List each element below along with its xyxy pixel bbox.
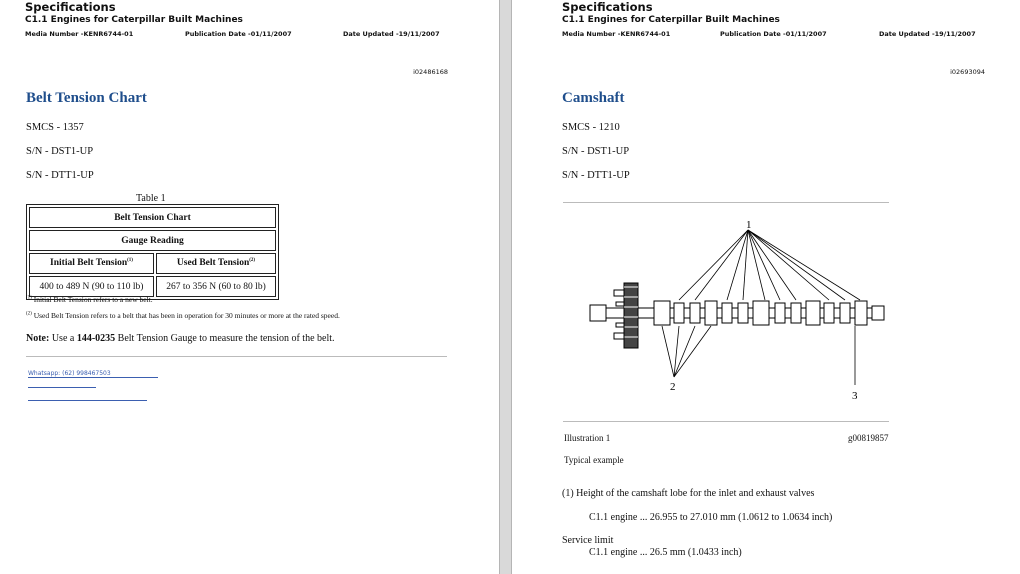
footnote-1-ref: (1) bbox=[26, 295, 32, 301]
media-number: Media Number -KENR6744-01 bbox=[25, 30, 134, 38]
typical-example: Typical example bbox=[564, 455, 624, 465]
used-header-text: Used Belt Tension bbox=[176, 258, 250, 269]
date-updated: Date Updated -19/11/2007 bbox=[343, 30, 440, 38]
footnote-1 bbox=[26, 295, 153, 304]
link-underline-2 bbox=[28, 387, 96, 388]
footnote-2-ref: (2) bbox=[26, 311, 32, 317]
camshaft-journal bbox=[806, 301, 820, 325]
link-underline-3 bbox=[28, 400, 147, 401]
spec-item-1-value: C1.1 engine ... 26.955 to 27.010 mm (1.0612 to 1.0634 inch) bbox=[589, 512, 833, 523]
camshaft-lobe bbox=[690, 303, 700, 323]
note-label: Note: bbox=[26, 333, 50, 344]
serial-range-2: S/N - DTT1-UP bbox=[26, 170, 94, 181]
callout-2-label: 2 bbox=[670, 381, 676, 393]
table-header-initial bbox=[29, 253, 154, 274]
table-title: Belt Tension Chart bbox=[29, 207, 276, 228]
camshaft-journal bbox=[654, 301, 670, 325]
callout-1-leaders bbox=[679, 230, 860, 300]
camshaft-lobe bbox=[722, 303, 732, 323]
table-cell-initial-value: 400 to 489 N (90 to 110 lb) bbox=[29, 276, 154, 297]
illustration-caption: Illustration 1 bbox=[564, 433, 611, 443]
publication-date: Publication Date -01/11/2007 bbox=[185, 30, 292, 38]
spec-item-1: (1) Height of the camshaft lobe for the inlet and exhaust valves bbox=[562, 488, 815, 499]
document-id: i02693094 bbox=[950, 68, 985, 76]
document-id: i02486168 bbox=[413, 68, 448, 76]
camshaft-journal bbox=[855, 301, 867, 325]
callout-2-leaders bbox=[662, 326, 711, 377]
footnote-2-text: Used Belt Tension refers to a belt that has been in operation for 30 minutes or more at the rated speed. bbox=[33, 311, 340, 320]
header-subtitle: C1.1 Engines for Caterpillar Built Machines bbox=[562, 15, 780, 25]
callout-3-label: 3 bbox=[852, 390, 858, 402]
note-post: Belt Tension Gauge to measure the tension of the belt. bbox=[117, 333, 335, 344]
camshaft-illustration bbox=[562, 205, 892, 410]
section-title: Camshaft bbox=[562, 90, 625, 106]
section-divider bbox=[26, 356, 447, 357]
initial-header-ref: (1) bbox=[127, 258, 133, 264]
serial-range-1: S/N - DST1-UP bbox=[562, 146, 630, 157]
camshaft-journal bbox=[705, 301, 717, 325]
illustration-top-rule bbox=[563, 202, 889, 203]
table-caption: Table 1 bbox=[136, 193, 166, 204]
right-document-page bbox=[512, 0, 1010, 574]
smcs-code: SMCS - 1357 bbox=[26, 122, 84, 133]
link-underline-1 bbox=[28, 377, 158, 378]
note-part-number: 144-0235 bbox=[76, 333, 116, 344]
camshaft-lobe bbox=[824, 303, 834, 323]
camshaft-lobe bbox=[674, 303, 684, 323]
camshaft-gear bbox=[624, 283, 638, 348]
camshaft-lobe bbox=[840, 303, 850, 323]
table-header-used bbox=[156, 253, 276, 274]
initial-header-text: Initial Belt Tension bbox=[50, 258, 128, 269]
used-header-ref: (2) bbox=[249, 258, 256, 264]
belt-tension-table bbox=[26, 204, 279, 300]
header-title: Specifications bbox=[25, 0, 116, 14]
illustration-bottom-rule bbox=[563, 421, 889, 422]
header-title: Specifications bbox=[562, 0, 653, 14]
footnote-2 bbox=[26, 311, 340, 320]
callout-1-label: 1 bbox=[746, 219, 752, 231]
table-cell-used-value: 267 to 356 N (60 to 80 lb) bbox=[156, 276, 276, 297]
table-group-header: Gauge Reading bbox=[29, 230, 276, 251]
page-divider bbox=[499, 0, 512, 574]
left-document-page bbox=[0, 0, 498, 574]
camshaft-lobe bbox=[738, 303, 748, 323]
smcs-code: SMCS - 1210 bbox=[562, 122, 620, 133]
section-title: Belt Tension Chart bbox=[26, 90, 147, 106]
media-number: Media Number -KENR6744-01 bbox=[562, 30, 671, 38]
header-subtitle: C1.1 Engines for Caterpillar Built Machines bbox=[25, 15, 243, 25]
note-pre: Use a bbox=[51, 333, 75, 344]
camshaft-lobe bbox=[791, 303, 801, 323]
note-paragraph bbox=[26, 333, 335, 344]
publication-date: Publication Date -01/11/2007 bbox=[720, 30, 827, 38]
serial-range-1: S/N - DST1-UP bbox=[26, 146, 94, 157]
illustration-code: g00819857 bbox=[848, 433, 889, 443]
service-limit-label: Service limit bbox=[562, 535, 614, 546]
footnote-1-text: Initial Belt Tension refers to a new belt. bbox=[33, 295, 153, 304]
date-updated: Date Updated -19/11/2007 bbox=[879, 30, 976, 38]
camshaft-lobe bbox=[775, 303, 785, 323]
camshaft-journal bbox=[753, 301, 769, 325]
whatsapp-link[interactable]: Whatsapp: (62) 998467503 bbox=[28, 370, 111, 377]
service-limit-value: C1.1 engine ... 26.5 mm (1.0433 inch) bbox=[589, 547, 742, 558]
serial-range-2: S/N - DTT1-UP bbox=[562, 170, 630, 181]
